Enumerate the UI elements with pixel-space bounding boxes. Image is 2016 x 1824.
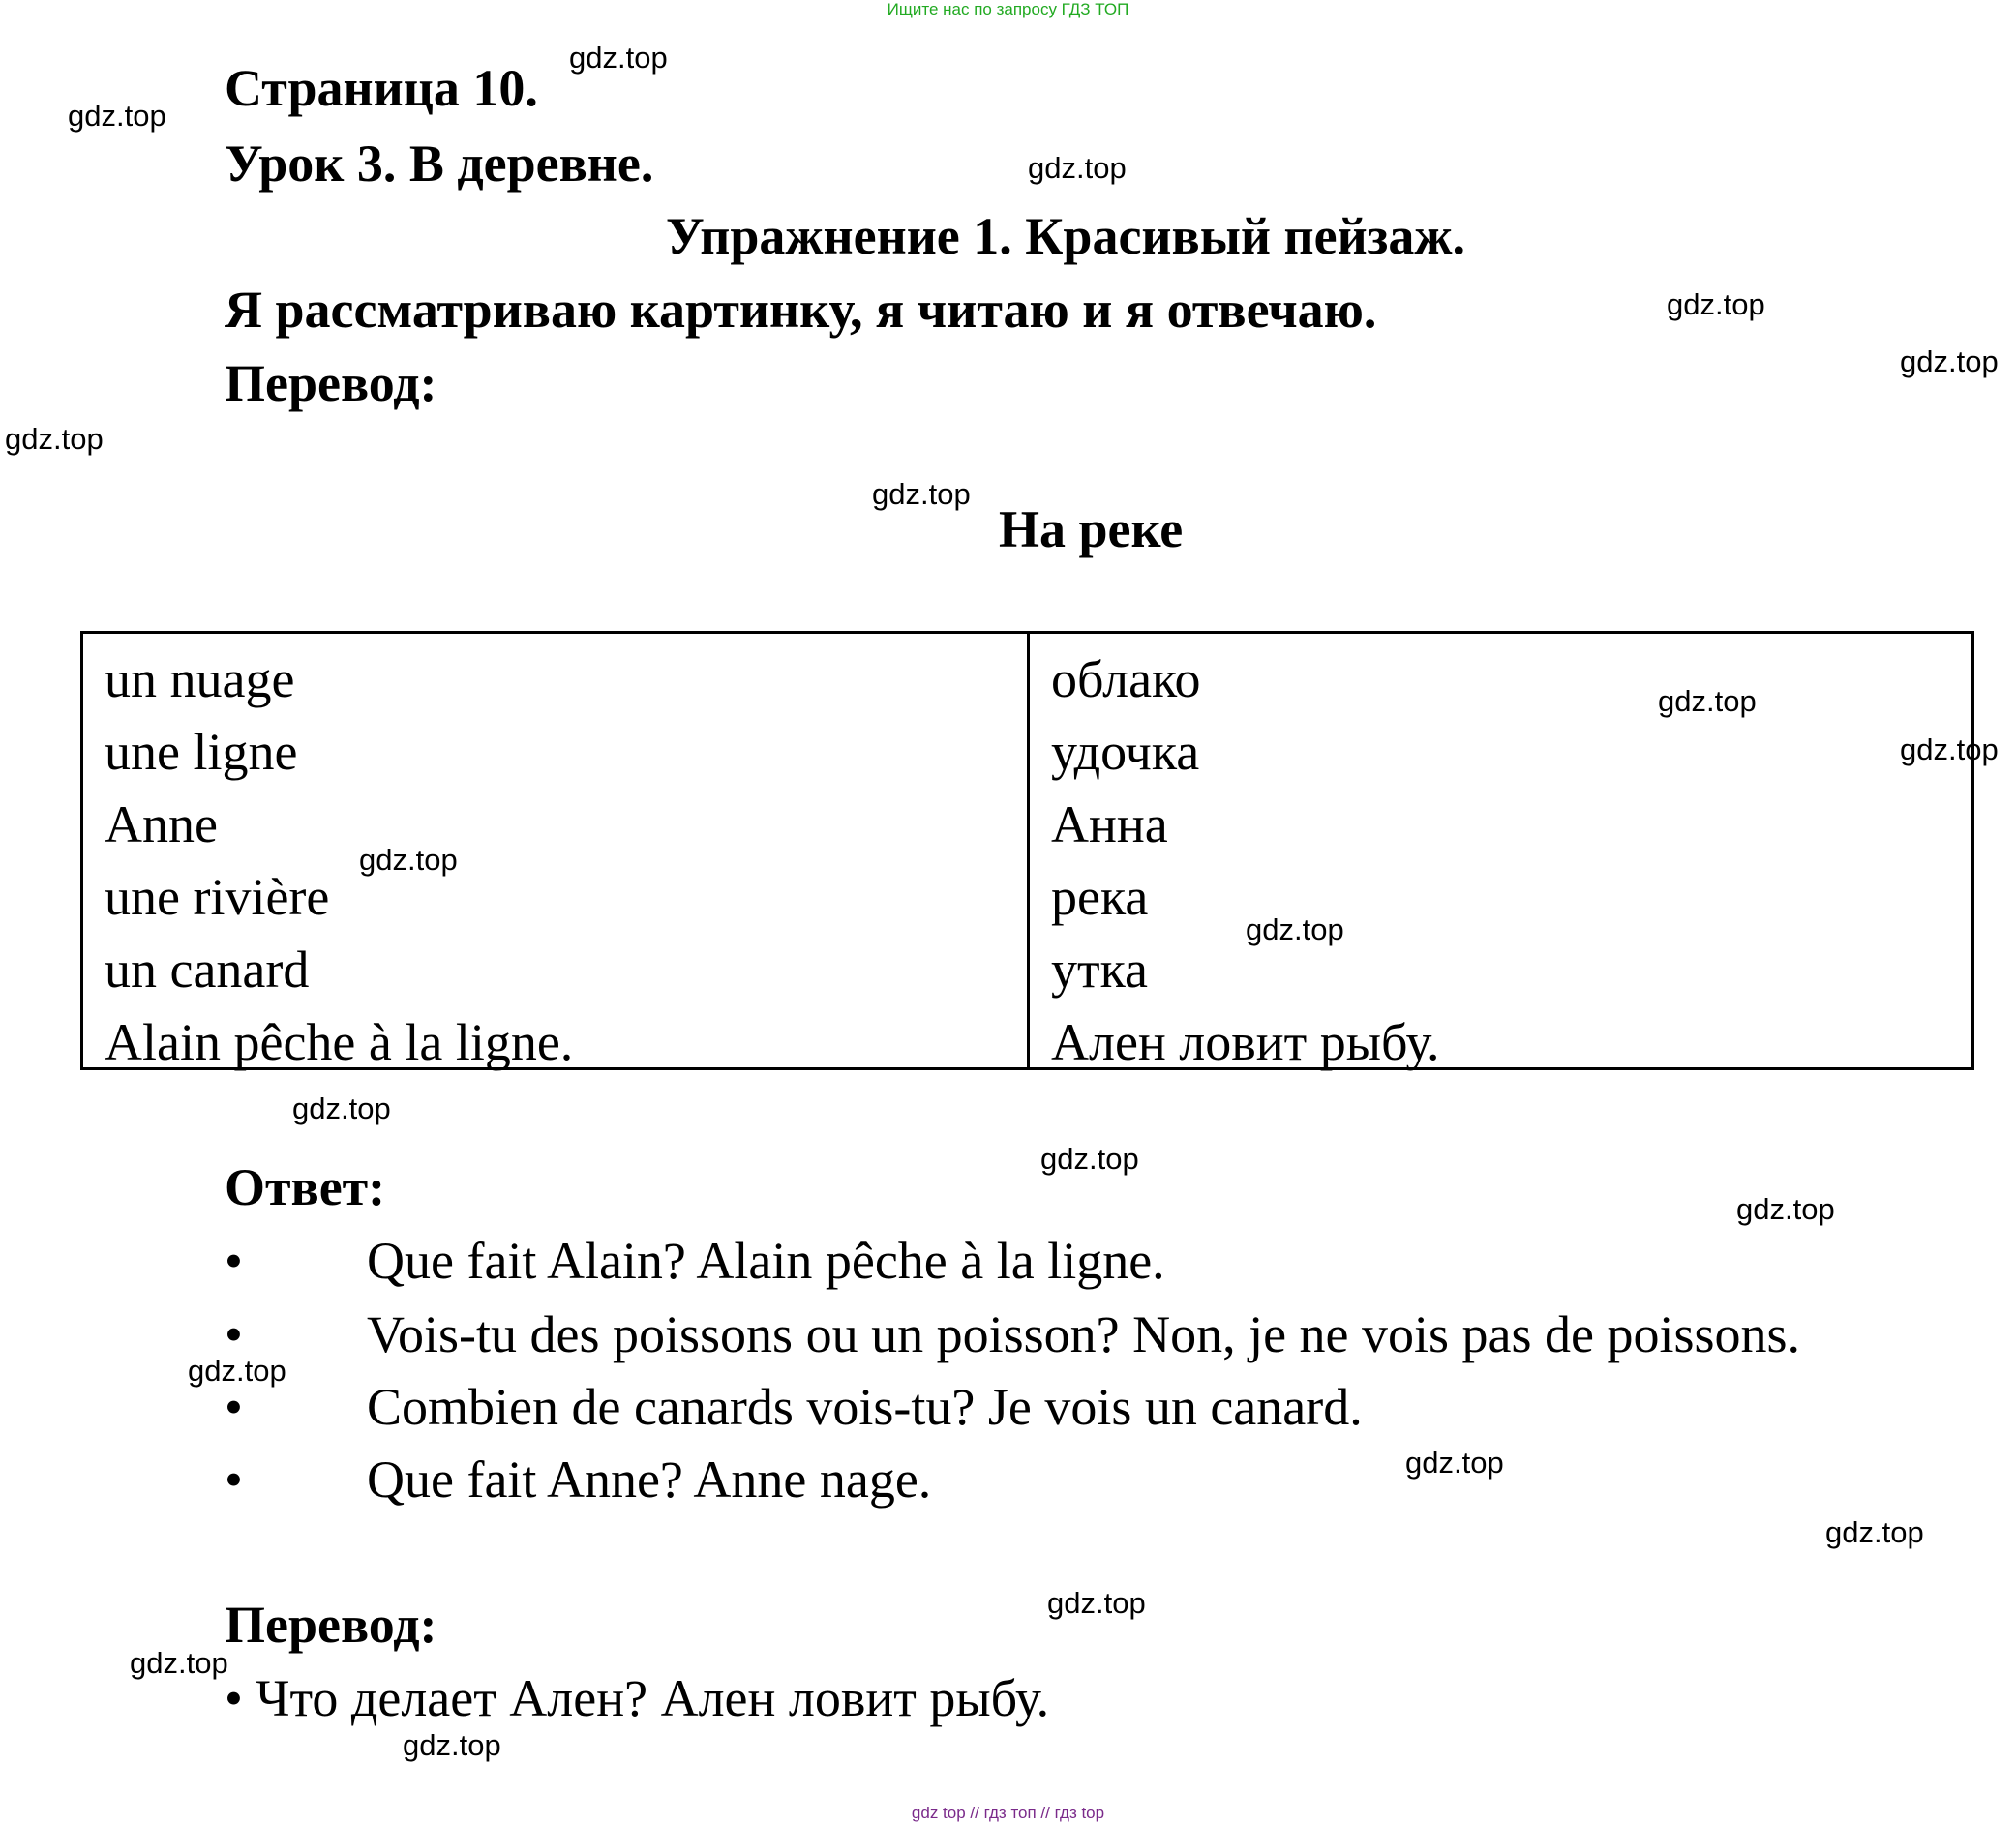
vocab-ru: удочка: [1051, 723, 1200, 781]
watermark: gdz.top: [1658, 684, 1757, 718]
watermark: gdz.top: [872, 477, 971, 511]
watermark: gdz.top: [1405, 1446, 1504, 1480]
watermark: gdz.top: [1825, 1515, 1924, 1549]
watermark: gdz.top: [1047, 1586, 1146, 1620]
watermark: gdz.top: [68, 99, 166, 133]
vocab-fr: une ligne: [105, 723, 298, 781]
vocab-ru: утка: [1051, 941, 1148, 999]
watermark: gdz.top: [359, 843, 458, 877]
watermark: gdz.top: [5, 422, 104, 456]
vocab-fr: un canard: [105, 941, 310, 999]
bullet: •: [225, 1378, 243, 1436]
vocab-fr: un nuage: [105, 650, 295, 708]
answer-line: Vois-tu des poissons ou un poisson? Non, je ne vois pas de poissons.: [367, 1305, 1801, 1363]
watermark: gdz.top: [1900, 344, 1999, 378]
bullet: •: [225, 1305, 243, 1363]
translation-heading: Перевод:: [225, 354, 437, 412]
vocab-ru: облако: [1051, 650, 1201, 708]
vocab-fr: Anne: [105, 795, 218, 853]
bullet: •: [225, 1450, 243, 1509]
footer-watermark: gdz top // гдз топ // гдз top: [911, 1804, 1105, 1822]
vocab-column-french: [83, 634, 1030, 1071]
watermark: gdz.top: [1040, 1142, 1139, 1176]
watermark: gdz.top: [292, 1091, 391, 1125]
page-title: Страница 10.: [225, 59, 538, 117]
watermark: gdz.top: [130, 1646, 228, 1680]
vocab-ru: река: [1051, 868, 1149, 926]
watermark: gdz.top: [403, 1728, 501, 1762]
instruction-text: Я рассматриваю картинку, я читаю и я отвечаю.: [225, 281, 1377, 339]
vocab-column-russian: [1030, 634, 1971, 1071]
watermark: gdz.top: [188, 1354, 286, 1388]
lesson-title: Урок 3. В деревне.: [225, 135, 654, 193]
watermark: gdz.top: [1667, 287, 1765, 321]
watermark: gdz.top: [1736, 1192, 1835, 1226]
top-banner: Ищите нас по запросу ГДЗ ТОП: [887, 0, 1129, 18]
vocab-fr: Alain pêche à la ligne.: [105, 1013, 574, 1071]
watermark: gdz.top: [1246, 912, 1344, 946]
answer-heading: Ответ:: [225, 1158, 386, 1216]
vocab-ru: Ален ловит рыбу.: [1051, 1013, 1440, 1071]
table-title: На реке: [999, 500, 1184, 558]
watermark: gdz.top: [569, 41, 668, 75]
answer-line: Que fait Anne? Anne nage.: [367, 1450, 932, 1509]
translation-heading-2: Перевод:: [225, 1596, 437, 1654]
watermark: gdz.top: [1900, 733, 1999, 766]
vocab-ru: Анна: [1051, 795, 1168, 853]
bullet: •: [225, 1232, 243, 1290]
translation-line: • Что делает Ален? Ален ловит рыбу.: [225, 1669, 1050, 1727]
answer-line: Que fait Alain? Alain pêche à la ligne.: [367, 1232, 1165, 1290]
exercise-title: Упражнение 1. Красивый пейзаж.: [666, 207, 1466, 265]
watermark: gdz.top: [1028, 151, 1127, 185]
vocab-fr: une rivière: [105, 868, 330, 926]
answer-line: Combien de canards vois-tu? Je vois un canard.: [367, 1378, 1363, 1436]
